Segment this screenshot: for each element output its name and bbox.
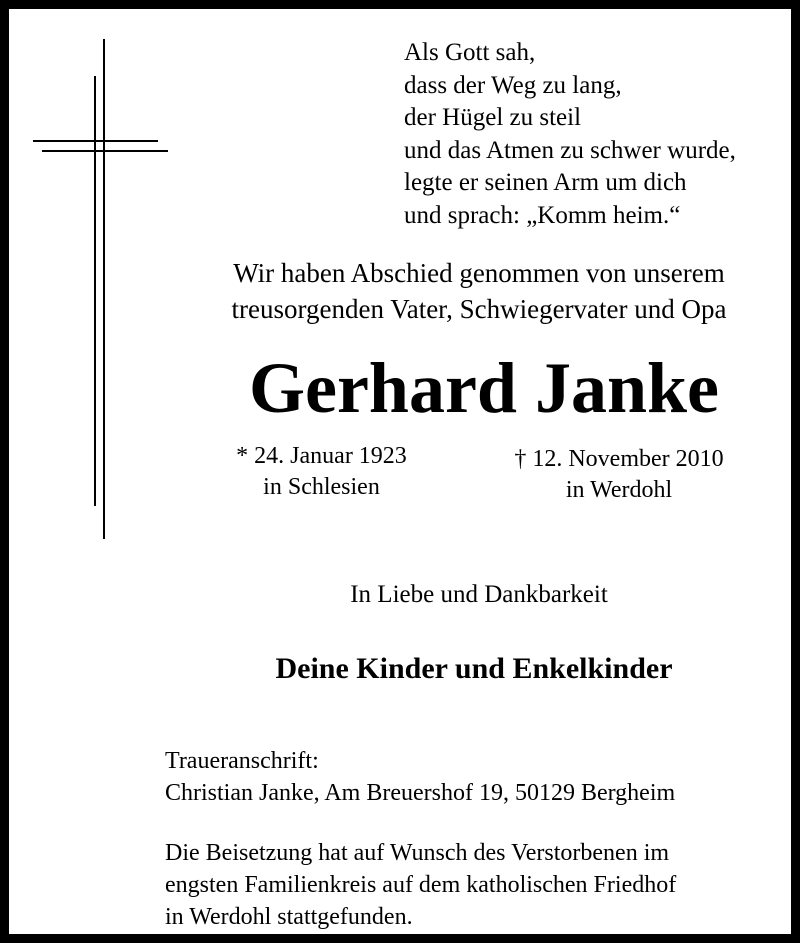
family-signature: Deine Kinder und Enkelkinder [275,652,673,685]
mourning-address [165,745,675,809]
poem-line: und das Atmen zu schwer wurde, [404,136,736,164]
poem-line: legte er seinen Arm um dich [404,169,687,196]
death-date: † 12. November 2010 [514,446,724,472]
deceased-name: Gerhard Janke [248,348,719,428]
intro-line: Wir haben Abschied genommen von unserem [233,258,725,288]
cross-vertical-line [103,39,105,539]
birth-date: * 24. Januar 1923 [236,443,407,469]
thanks-line: In Liebe und Dankbarkeit [350,581,608,608]
poem [404,37,736,232]
burial-line: engsten Familienkreis auf dem katholischen Friedhof [165,872,677,898]
birth-place: in Schlesien [263,474,380,500]
cross-horizontal-line [42,150,168,152]
poem-line: dass der Weg zu lang, [404,71,622,99]
burial-line: Die Beisetzung hat auf Wunsch des Verstorbenen im [165,840,670,866]
poem-line: und sprach: „Komm heim.“ [404,201,681,229]
death-place: in Werdohl [565,477,673,503]
burial-line: in Werdohl stattgefunden. [165,904,413,930]
farewell-intro [169,255,789,327]
poem-line: der Hügel zu steil [404,104,582,131]
intro-line: treusorgenden Vater, Schwiegervater und Opa [231,294,727,324]
cross-horizontal-line [33,140,158,142]
death-info [479,444,759,506]
address-value: Christian Janke, Am Breuershof 19, 50129 Bergheim [165,780,676,806]
burial-notice [165,837,676,933]
address-label: Traueranschrift: [165,748,319,774]
poem-line: Als Gott sah, [404,39,536,66]
birth-info [204,441,439,503]
